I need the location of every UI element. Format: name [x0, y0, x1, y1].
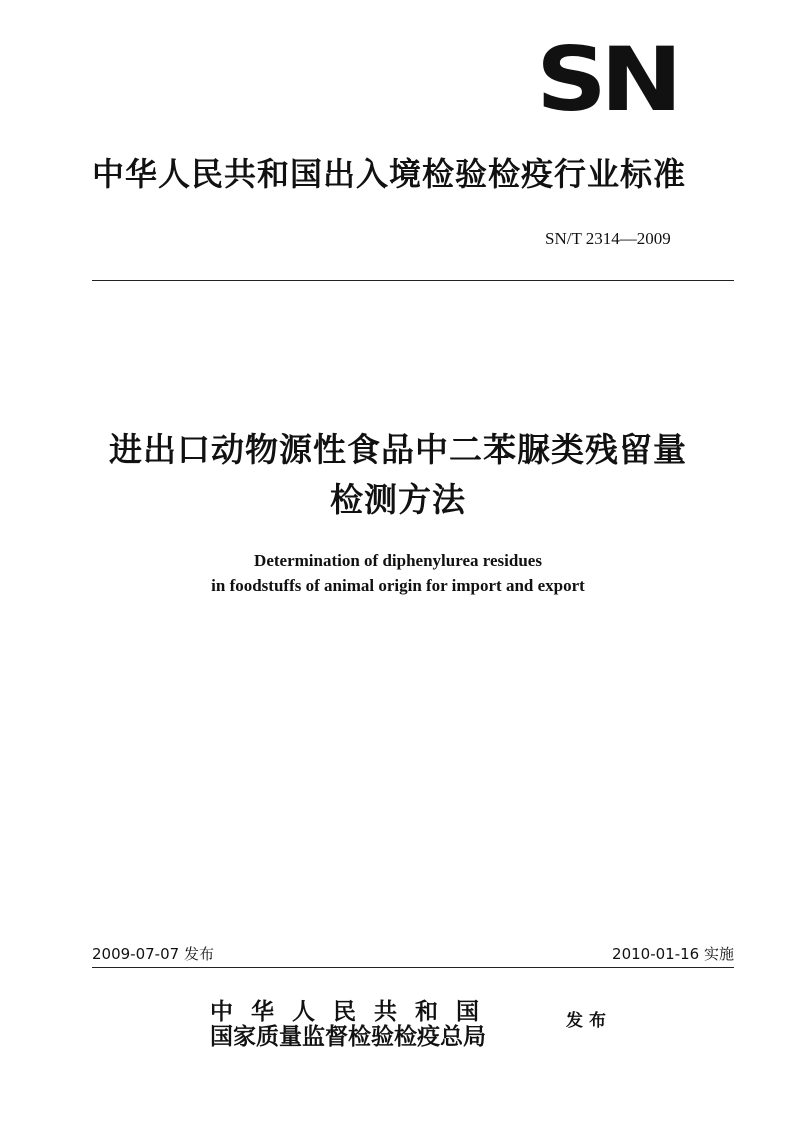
issue-date: 2009-07-07 发布 — [92, 945, 214, 963]
bottom-divider — [92, 967, 734, 968]
standard-organization-title: 中华人民共和国出入境检验检疫行业标准 — [92, 155, 687, 193]
standard-code: SN/T 2314—2009 — [545, 229, 671, 248]
issuer-line2: 国家质量监督检验检疫总局 — [210, 1023, 486, 1050]
title-en-line2: in foodstuffs of animal origin for import and export — [211, 576, 585, 595]
sn-logo: SN — [536, 28, 677, 131]
issuer-line1: 中华人民共和国 — [210, 998, 497, 1025]
title-cn-line2: 检测方法 — [330, 480, 466, 519]
title-en-line1: Determination of diphenylurea residues — [254, 551, 542, 570]
top-divider — [92, 280, 734, 281]
implementation-date: 2010-01-16 实施 — [612, 945, 734, 963]
issue-word: 发布 — [566, 1011, 612, 1031]
title-cn-line1: 进出口动物源性食品中二苯脲类残留量 — [109, 430, 687, 469]
